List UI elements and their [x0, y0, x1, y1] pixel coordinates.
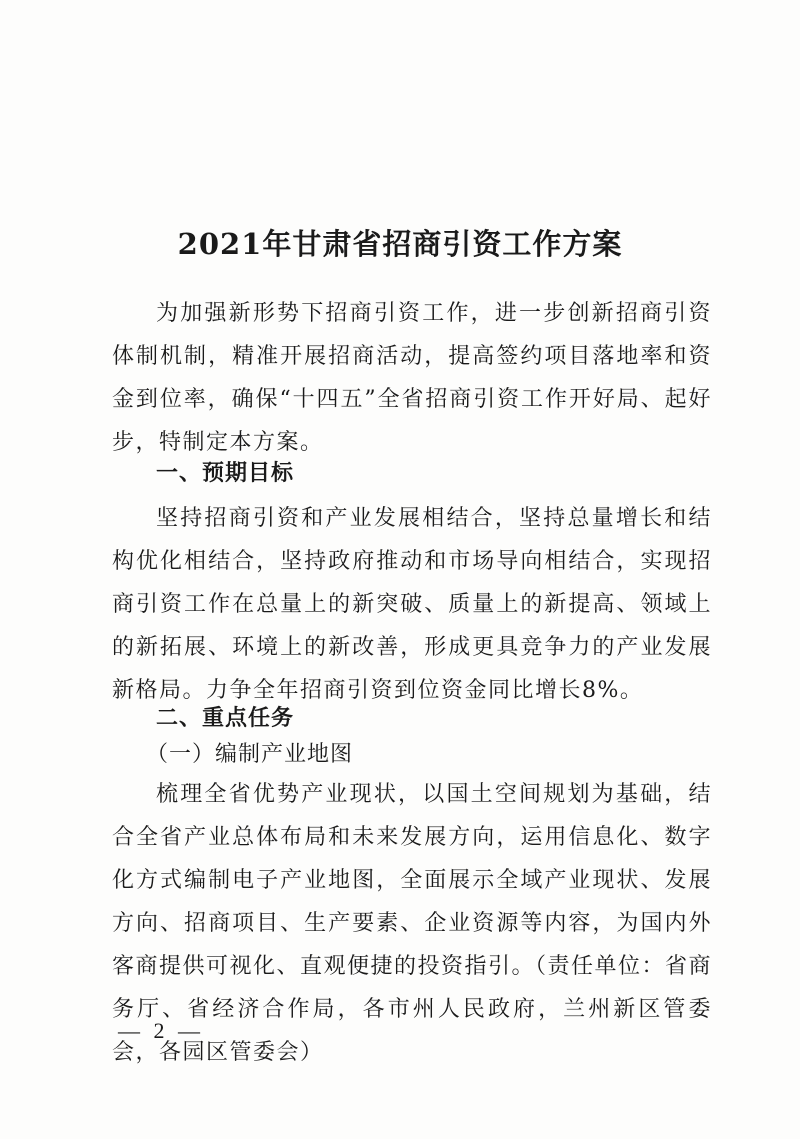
intro-paragraph: 为加强新形势下招商引资工作，进一步创新招商引资体制机制，精准开展招商活动，提高签约项目落地率和资金到位率，确保“十四五”全省招商引资工作开好局、起好步，特制定本方案。: [112, 301, 712, 455]
page-number: — 2 —: [118, 1018, 204, 1043]
goals-paragraph: 坚持招商引资和产业发展相结合，坚持总量增长和结构优化相结合，坚持政府推动和市场导向相结合，实现招商引资工作在总量上的新突破、质量上的新提高、领域上的新拓展、环境上的新改善，形成更具竞争力的产业发展新格局。力争全年招商引资到位资金同比增长8%。: [112, 506, 712, 703]
subsection-heading-industry-map: （一）编制产业地图: [146, 742, 354, 767]
section-heading-tasks: 二、重点任务: [156, 706, 295, 731]
industry-map-paragraph: 梳理全省优势产业现状，以国土空间规划为基础，结合全省产业总体布局和未来发展方向，运用信息化、数字化方式编制电子产业地图，全面展示全域产业现状、发展方向、招商项目、生产要素、企业资源等内容，为国内外客商提供可视化、直观便捷的投资指引。（责任单位：省商务厅、省经济合作局，各市州人民政府，兰州新区管委会，各园区管委会）: [112, 782, 713, 1065]
document-title: 2021年甘肃省招商引资工作方案: [177, 227, 623, 261]
section-heading-goals: 一、预期目标: [156, 461, 295, 486]
